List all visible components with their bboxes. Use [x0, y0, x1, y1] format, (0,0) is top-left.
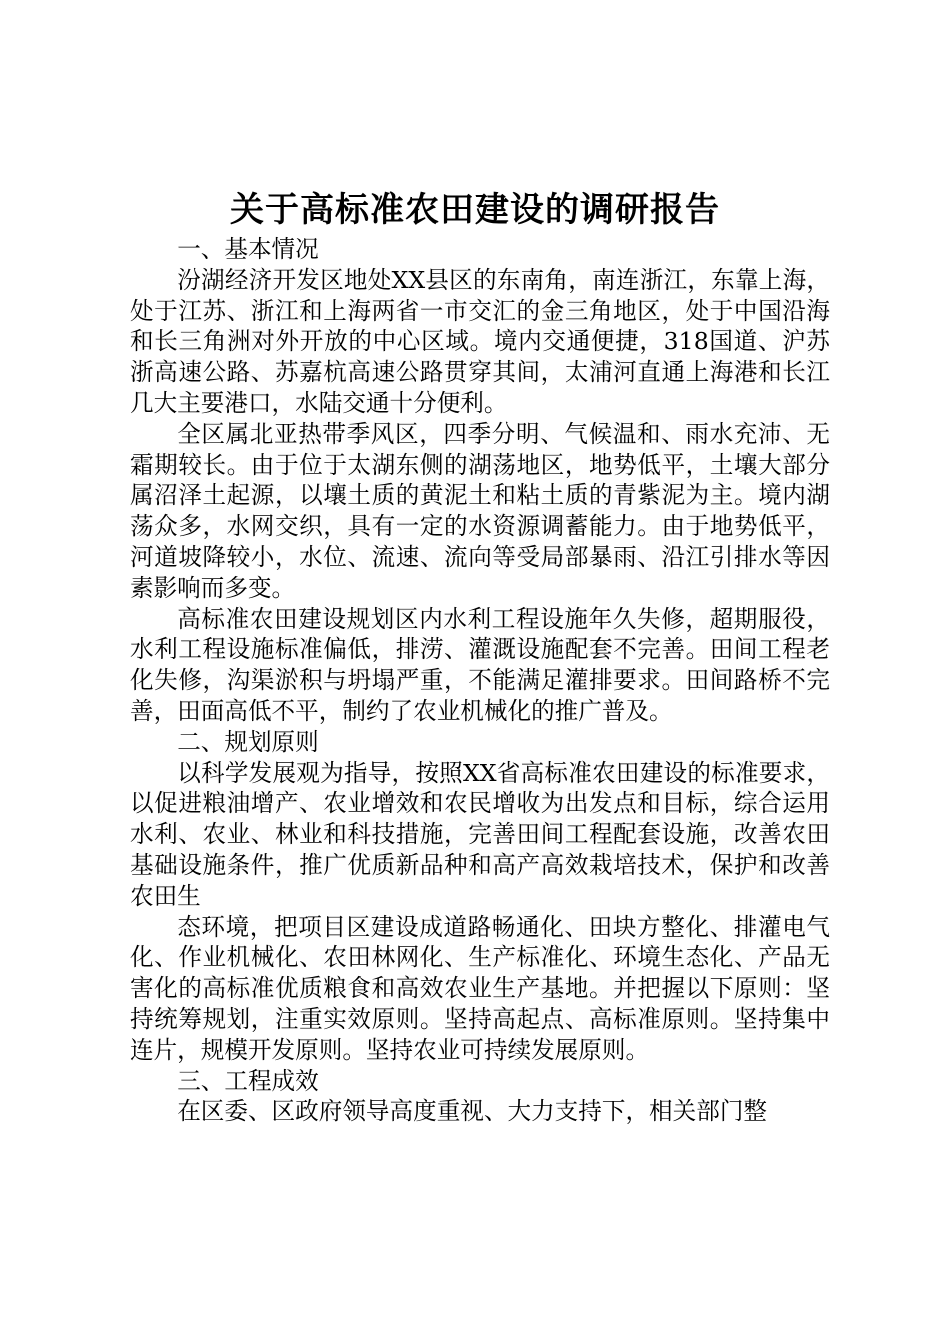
- paragraph-infrastructure-problems: 高标准农田建设规划区内水利工程设施年久失修，超期服役，水利工程设施标准偏低，排涝、灌溉设施配套不完善。田间工程老化失修，沟渠淤积与坍塌严重，不能满足灌排要求。田间路桥不完善，田面高低不平，制约了农业机械化的推广普及。: [130, 604, 830, 725]
- paragraph-principles: 态环境，把项目区建设成道路畅通化、田块方整化、排灌电气化、作业机械化、农田林网化、生产标准化、环境生态化、产品无害化的高标准优质粮食和高效农业生产基地。并把握以下原则：坚持统筹规划，注重实效原则。坚持高起点、高标准原则。坚持集中连片，规模开发原则。坚持农业可持续发展原则。: [130, 912, 830, 1064]
- paragraph-climate: 全区属北亚热带季风区，四季分明、气候温和、雨水充沛、无霜期较长。由于位于太湖东侧的湖荡地区，地势低平，土壤大部分属沼泽土起源，以壤土质的黄泥土和粘土质的青紫泥为主。境内湖荡众多，水网交织，具有一定的水资源调蓄能力。由于地势低平，河道坡降较小，水位、流速、流向等受局部暴雨、沿江引排水等因素影响而多变。: [130, 419, 830, 602]
- section-heading-project-results: 三、工程成效: [177, 1066, 319, 1095]
- document-title: 关于高标准农田建设的调研报告: [230, 190, 720, 230]
- section-heading-planning-principles: 二、规划原则: [177, 727, 319, 756]
- paragraph-guidance: 以科学发展观为指导，按照XX省高标准农田建设的标准要求，以促进粮油增产、农业增效和农民增收为出发点和目标，综合运用水利、农业、林业和科技措施，完善田间工程配套设施，改善农田基础设施条件，推广优质新品种和高产高效栽培技术，保护和改善农田生: [130, 758, 830, 910]
- paragraph-location: 汾湖经济开发区地处XX县区的东南角，南连浙江，东靠上海，处于江苏、浙江和上海两省一市交汇的金三角地区，处于中国沿海和长三角洲对外开放的中心区域。境内交通便捷，318国道、沪苏浙高速公路、苏嘉杭高速公路贯穿其间，太浦河直通上海港和长江几大主要港口，水陆交通十分便利。: [130, 265, 830, 417]
- document-body: [130, 234, 830, 1127]
- paragraph-results: 在区委、区政府领导高度重视、大力支持下，相关部门整: [177, 1097, 768, 1126]
- section-heading-basic-situation: 一、基本情况: [177, 235, 319, 263]
